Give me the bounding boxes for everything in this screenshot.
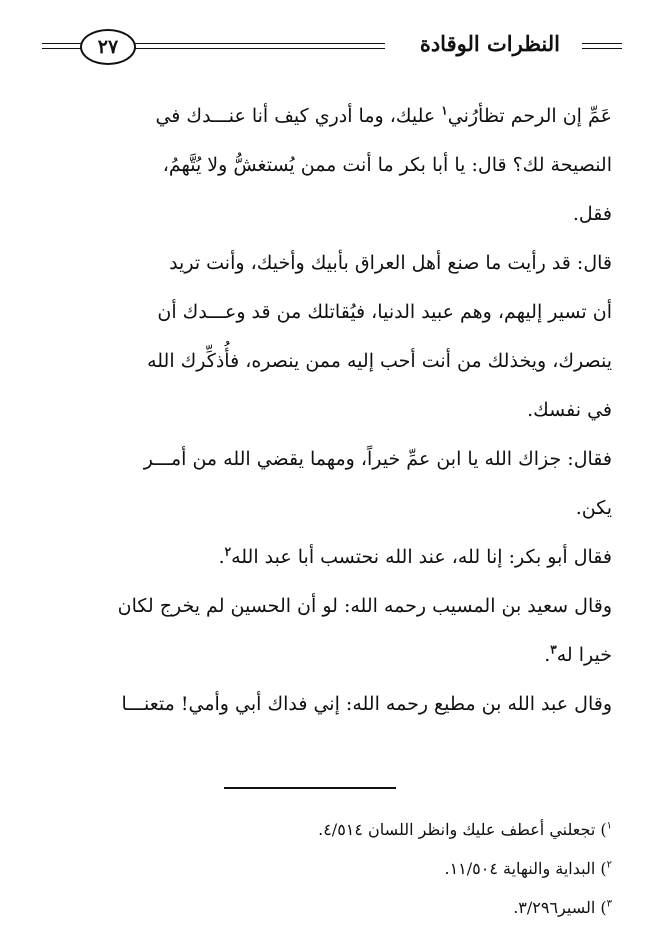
body-line (40, 631, 612, 680)
page-number: ٢٧ (80, 29, 136, 65)
body-line (40, 386, 612, 435)
line-text: فقال: جزاك الله يا ابن عمِّ خيراً، ومهما يقضي الله من أمـــر (143, 448, 612, 470)
body-line (40, 435, 612, 484)
header-rule-right (582, 48, 622, 49)
body-line (40, 239, 612, 288)
footnote (40, 849, 612, 888)
footnote-number: ١ (606, 820, 612, 832)
footnote-text: البداية والنهاية ١١/٥٠٤. (444, 859, 596, 878)
line-text: عَمِّ إن الرحم تظأرُني (447, 105, 612, 127)
body-line (40, 288, 612, 337)
header-rule-left (42, 48, 82, 49)
body-line (40, 582, 612, 631)
line-text-continued: عليك، وما أدري كيف أنا عنـــدك في (155, 105, 442, 127)
body-line (40, 92, 612, 141)
body-line (40, 680, 612, 729)
line-text: وقال سعيد بن المسيب رحمه الله: لو أن الحسين لم يخرج لكان (117, 595, 612, 617)
body-line (40, 484, 612, 533)
page-header (42, 28, 622, 68)
line-text-continued: . (218, 546, 225, 568)
header-rule-middle (130, 48, 385, 49)
footnotes (40, 810, 612, 927)
footnote-number: ٣ (606, 898, 612, 910)
line-text: قال: قد رأيت ما صنع أهل العراق بأبيك وأخيك، وأنت تريد (169, 252, 612, 274)
footnote-paren: ) (595, 859, 607, 878)
body-line (40, 533, 612, 582)
header-rule-left (42, 43, 82, 44)
footnote-paren: ) (595, 820, 607, 839)
line-text-continued: . (544, 644, 551, 666)
line-text: ينصرك، ويخذلك من أنت أحب إليه ممن ينصره، فأُذكِّرك الله (147, 350, 612, 372)
line-text: النصيحة لك؟ قال: يا أبا بكر ما أنت ممن يُستغشُّ ولا يُتَّهمُ، (162, 154, 612, 176)
footnote-text: السير٣/٢٩٦. (513, 898, 596, 917)
line-text: فقال أبو بكر: إنا لله، عند الله نحتسب أبا عبد الله (231, 546, 612, 568)
footnote (40, 888, 612, 927)
footnote-separator (224, 787, 396, 789)
footnote-marker: ٣ (550, 642, 557, 657)
footnote-marker: ٢ (224, 544, 232, 559)
line-text: خيرا له (556, 644, 612, 666)
footnote-paren: ) (595, 898, 607, 917)
footnote (40, 810, 612, 849)
footnote-number: ٢ (606, 859, 612, 871)
header-rule-right (582, 43, 622, 44)
line-text: يكن. (575, 497, 612, 519)
running-title: النظرات الوقادة (419, 31, 560, 56)
header-rule-middle (130, 43, 385, 44)
line-text: وقال عبد الله بن مطيع رحمه الله: إني فداك أبي وأمي! متعنـــا (121, 693, 612, 715)
line-text: في نفسك. (527, 399, 612, 421)
footnote-marker: ١ (441, 103, 448, 118)
body-line (40, 141, 612, 190)
body-text (40, 92, 612, 729)
line-text: أن تسير إليهم، وهم عبيد الدنيا، فيُقاتلك من قد وعـــدك أن (157, 301, 612, 323)
line-text: فقل. (572, 203, 612, 225)
body-line (40, 190, 612, 239)
footnote-text: تجعلني أعطف عليك وانظر اللسان ٤/٥١٤. (318, 820, 596, 839)
body-line (40, 337, 612, 386)
